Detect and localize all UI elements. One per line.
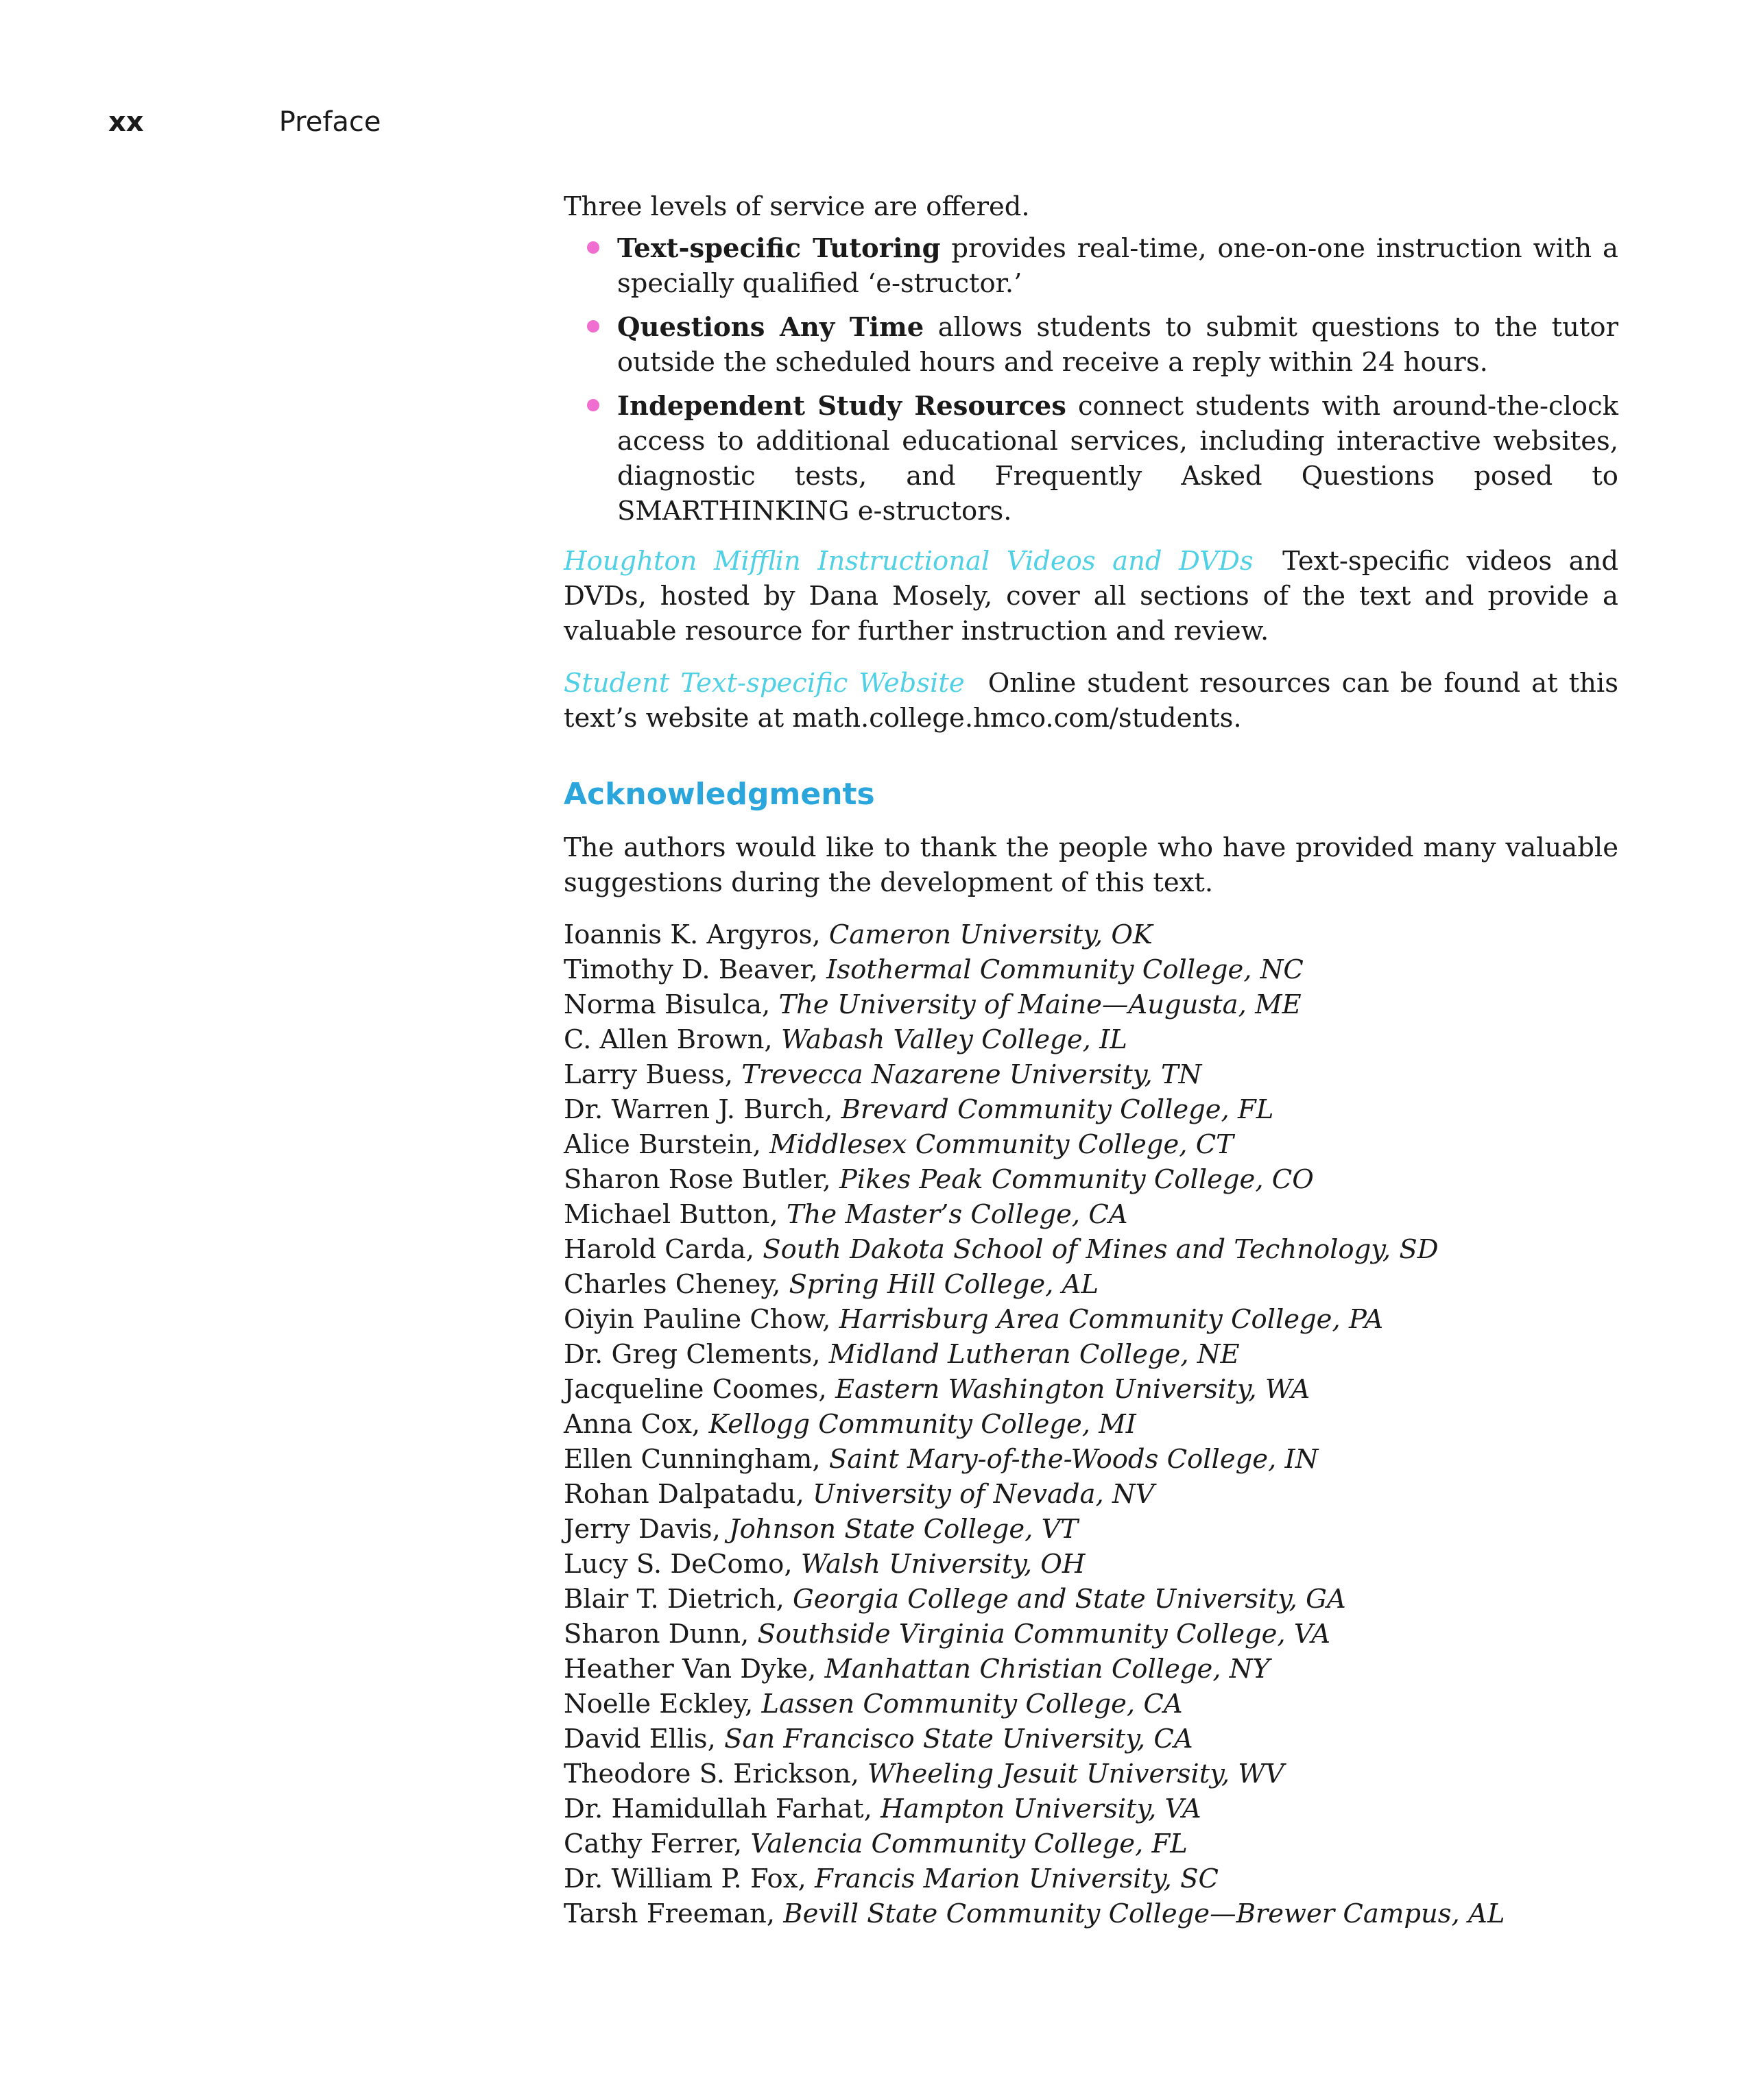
reviewer-name: Oiyin Pauline Chow,: [564, 1304, 831, 1335]
reviewer-entry: [564, 1791, 1618, 1826]
reviewer-affiliation: Hampton University, VA: [880, 1794, 1201, 1824]
main-column: [564, 189, 1618, 1931]
reviewer-affiliation: The Master’s College, CA: [786, 1199, 1128, 1230]
acknowledgments-heading: Acknowledgments: [564, 777, 875, 812]
reviewer-name: Tarsh Freeman,: [564, 1898, 776, 1929]
reviewer-name: C. Allen Brown,: [564, 1024, 773, 1055]
resource-title: Student Text-specific Website: [564, 668, 965, 699]
reviewer-affiliation: Georgia College and State University, GA: [793, 1584, 1346, 1615]
bullet-icon: [587, 241, 599, 254]
reviewer-affiliation: Middlesex Community College, CT: [769, 1129, 1234, 1160]
reviewer-name: Theodore S. Erickson,: [564, 1759, 859, 1789]
reviewer-affiliation: Eastern Washington University, WA: [835, 1374, 1310, 1405]
reviewer-affiliation: Brevard Community College, FL: [841, 1094, 1274, 1125]
reviewer-entry: [564, 1617, 1618, 1652]
reviewer-name: Harold Carda,: [564, 1234, 754, 1265]
reviewer-name: Larry Buess,: [564, 1059, 733, 1090]
reviewer-name: Dr. Warren J. Burch,: [564, 1094, 833, 1125]
reviewer-name: Sharon Rose Butler,: [564, 1164, 831, 1195]
reviewer-list: [564, 917, 1618, 1931]
reviewer-affiliation: Spring Hill College, AL: [789, 1269, 1099, 1300]
resource-title: Houghton Mifflin Instructional Videos and DVDs: [564, 546, 1254, 577]
reviewer-name: Anna Cox,: [564, 1409, 701, 1440]
service-level-item: [564, 310, 1618, 380]
reviewer-affiliation: Trevecca Nazarene University, TN: [741, 1059, 1202, 1090]
reviewer-affiliation: Bevill State Community College—Brewer Campus, AL: [783, 1898, 1505, 1929]
reviewer-entry: [564, 1092, 1618, 1127]
reviewer-entry: [564, 1826, 1618, 1861]
service-intro: Three levels of service are offered.: [564, 191, 1030, 222]
service-level-item: [564, 389, 1618, 529]
resource-text: Text-specific videos and DVDs, hosted by Dana Mosely, cover all sections of the text and provide a valuable resource for further instruction and review.: [564, 546, 1618, 647]
reviewer-entry: [564, 952, 1618, 987]
reviewer-entry: [564, 1407, 1618, 1442]
reviewer-name: Rohan Dalpatadu,: [564, 1479, 804, 1510]
reviewer-name: Dr. William P. Fox,: [564, 1863, 806, 1894]
reviewer-entry: [564, 1162, 1618, 1197]
reviewer-name: Alice Burstein,: [564, 1129, 761, 1160]
reviewer-affiliation: Saint Mary-of-the-Woods College, IN: [828, 1444, 1319, 1475]
reviewer-entry: [564, 1722, 1618, 1757]
reviewer-affiliation: Johnson State College, VT: [729, 1514, 1079, 1545]
reviewer-name: Norma Bisulca,: [564, 989, 771, 1020]
reviewer-entry: [564, 1861, 1618, 1896]
service-levels-list: [564, 231, 1618, 529]
reviewer-entry: [564, 1372, 1618, 1407]
reviewer-name: Timothy D. Beaver,: [564, 954, 818, 985]
service-level-term: Text-specific Tutoring: [617, 233, 941, 264]
bullet-icon: [587, 320, 599, 333]
reviewer-affiliation: Midland Lutheran College, NE: [828, 1339, 1240, 1370]
service-level-term: Questions Any Time: [617, 312, 924, 343]
reviewer-affiliation: Francis Marion University, SC: [814, 1863, 1219, 1894]
reviewer-affiliation: Harrisburg Area Community College, PA: [839, 1304, 1384, 1335]
reviewer-entry: [564, 1896, 1618, 1931]
page-number: xx: [108, 106, 144, 138]
reviewer-affiliation: Valencia Community College, FL: [750, 1829, 1188, 1859]
reviewer-affiliation: Isothermal Community College, NC: [826, 954, 1304, 985]
reviewer-affiliation: Wabash Valley College, IL: [780, 1024, 1127, 1055]
reviewer-entry: [564, 917, 1618, 952]
reviewer-entry: [564, 1197, 1618, 1232]
reviewer-name: Ioannis K. Argyros,: [564, 919, 821, 950]
reviewer-entry: [564, 1477, 1618, 1512]
service-level-item: [564, 231, 1618, 301]
reviewer-entry: [564, 1757, 1618, 1791]
service-level-text: allows students to submit questions to the tutor outside the scheduled hours and receive a reply within 24 hours.: [617, 312, 1618, 378]
reviewer-affiliation: Kellogg Community College, MI: [708, 1409, 1136, 1440]
reviewer-affiliation: Cameron University, OK: [828, 919, 1153, 950]
service-level-text: connect students with around-the-clock access to additional educational services, including interactive websites, diagnostic tests, and Frequently Asked Questions posed to SMARTHINKING e-structors.: [617, 391, 1618, 527]
bullet-icon: [587, 399, 599, 411]
reviewer-entry: [564, 1022, 1618, 1057]
reviewer-entry: [564, 1232, 1618, 1267]
reviewer-name: Dr. Greg Clements,: [564, 1339, 821, 1370]
reviewer-affiliation: Lassen Community College, CA: [761, 1689, 1183, 1719]
service-level-term: Independent Study Resources: [617, 391, 1066, 422]
reviewer-affiliation: Pikes Peak Community College, CO: [839, 1164, 1314, 1195]
reviewer-entry: [564, 1127, 1618, 1162]
acknowledgments-intro: The authors would like to thank the people who have provided many valuable suggestions during the development of this text.: [564, 832, 1618, 898]
reviewer-affiliation: South Dakota School of Mines and Technology, SD: [763, 1234, 1439, 1265]
reviewer-name: Noelle Eckley,: [564, 1689, 754, 1719]
service-level-text: provides real-time, one-on-one instruction with a specially qualified ‘e-structor.’: [617, 233, 1619, 299]
reviewer-affiliation: San Francisco State University, CA: [724, 1724, 1193, 1754]
reviewer-name: Ellen Cunningham,: [564, 1444, 821, 1475]
reviewer-name: David Ellis,: [564, 1724, 716, 1754]
reviewer-name: Michael Button,: [564, 1199, 778, 1230]
reviewer-entry: [564, 1652, 1618, 1687]
reviewer-name: Sharon Dunn,: [564, 1619, 750, 1650]
reviewer-affiliation: Wheeling Jesuit University, WV: [867, 1759, 1284, 1789]
reviewer-entry: [564, 1547, 1618, 1582]
reviewer-name: Blair T. Dietrich,: [564, 1584, 784, 1615]
resource-paragraph: [564, 666, 1618, 736]
resource-text: Online student resources can be found at this text’s website at math.college.hmco.com/students.: [564, 668, 1618, 734]
reviewer-entry: [564, 1267, 1618, 1302]
reviewer-entry: [564, 1337, 1618, 1372]
reviewer-name: Dr. Hamidullah Farhat,: [564, 1794, 872, 1824]
section-name: Preface: [278, 106, 381, 138]
reviewer-entry: [564, 1057, 1618, 1092]
reviewer-name: Charles Cheney,: [564, 1269, 781, 1300]
reviewer-entry: [564, 1302, 1618, 1337]
reviewer-affiliation: University of Nevada, NV: [813, 1479, 1155, 1510]
reviewer-entry: [564, 987, 1618, 1022]
reviewer-affiliation: Walsh University, OH: [800, 1549, 1086, 1580]
reviewer-entry: [564, 1582, 1618, 1617]
reviewer-entry: [564, 1442, 1618, 1477]
running-head: [108, 103, 381, 141]
reviewer-name: Heather Van Dyke,: [564, 1654, 817, 1685]
resource-paragraph: [564, 544, 1618, 649]
reviewer-entry: [564, 1512, 1618, 1547]
reviewer-name: Jacqueline Coomes,: [564, 1374, 827, 1405]
reviewer-affiliation: The University of Maine—Augusta, ME: [778, 989, 1302, 1020]
reviewer-affiliation: Manhattan Christian College, NY: [824, 1654, 1270, 1685]
reviewer-entry: [564, 1687, 1618, 1722]
reviewer-name: Lucy S. DeComo,: [564, 1549, 793, 1580]
reviewer-name: Cathy Ferrer,: [564, 1829, 743, 1859]
reviewer-name: Jerry Davis,: [564, 1514, 721, 1545]
reviewer-affiliation: Southside Virginia Community College, VA: [757, 1619, 1330, 1650]
